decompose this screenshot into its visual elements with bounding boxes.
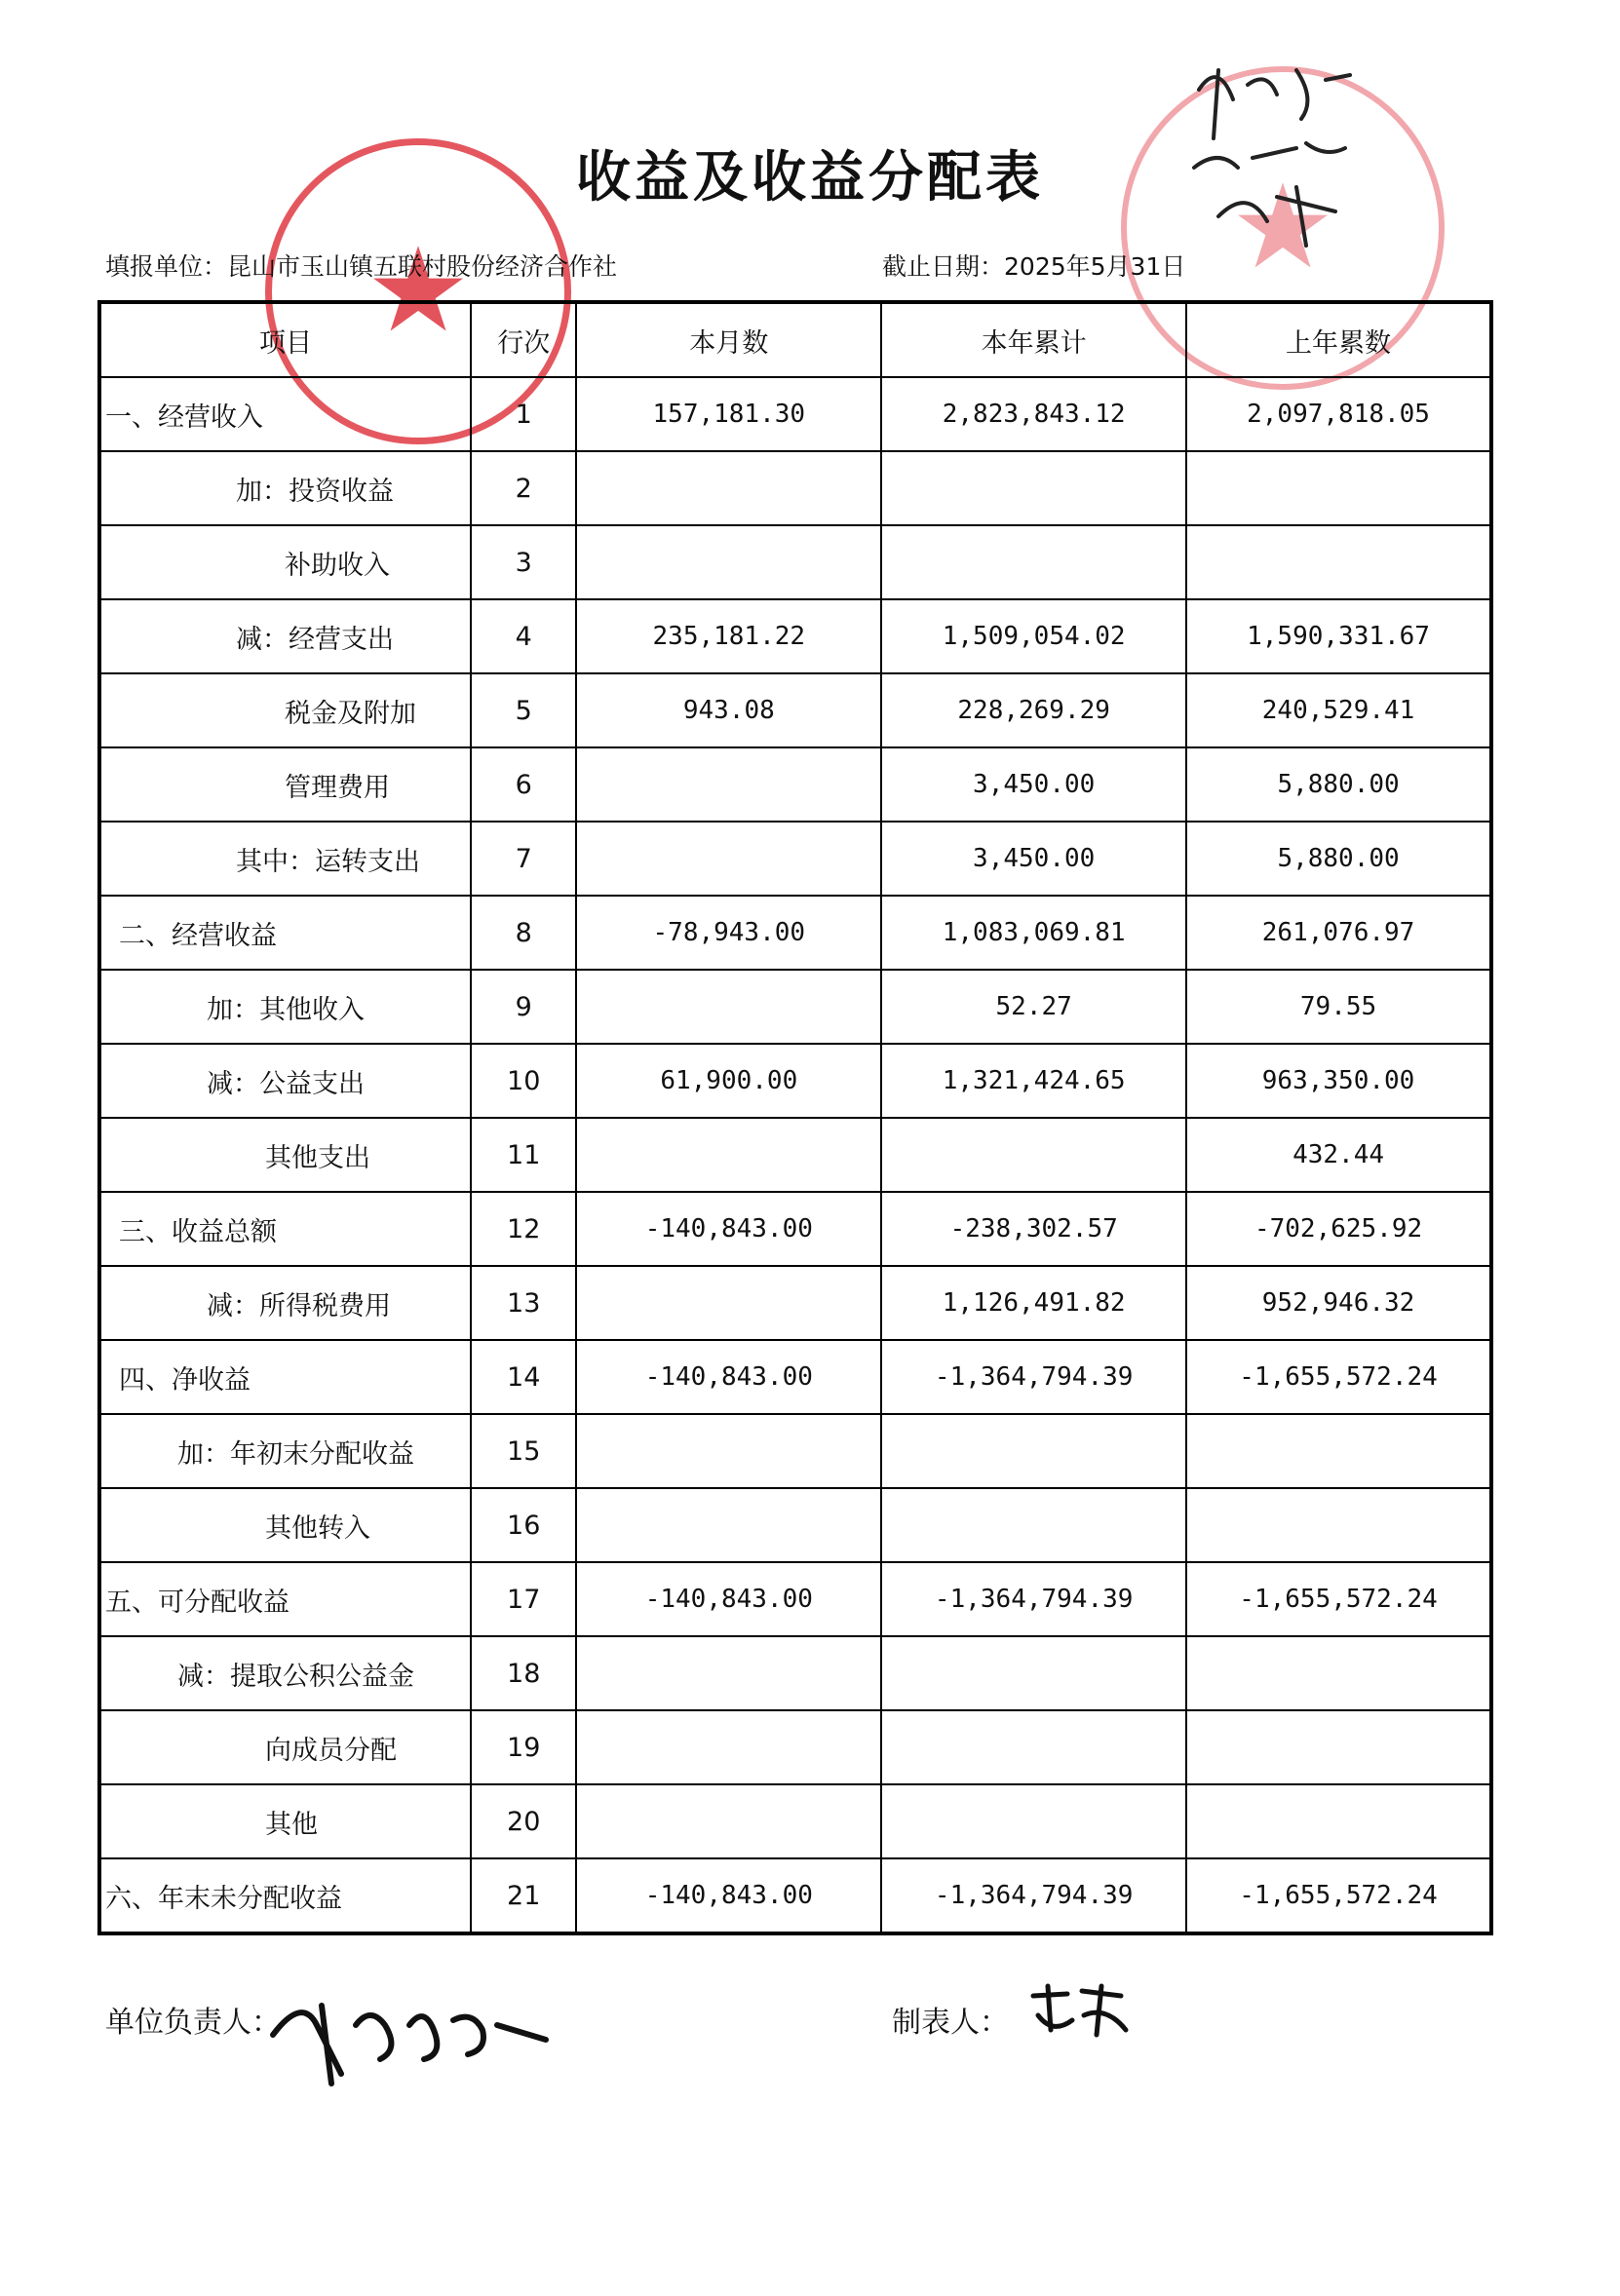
row-month: -140,843.00 xyxy=(576,1340,881,1414)
row-item: 一、经营收入 xyxy=(99,377,471,451)
row-ytd: 3,450.00 xyxy=(881,747,1186,822)
row-line: 11 xyxy=(471,1118,576,1192)
row-item: 加：年初末分配收益 xyxy=(99,1414,471,1488)
row-prev xyxy=(1186,1710,1491,1784)
row-line: 4 xyxy=(471,599,576,673)
income-distribution-table xyxy=(97,300,1493,1935)
row-ytd xyxy=(881,1784,1186,1858)
row-prev: 5,880.00 xyxy=(1186,747,1491,822)
row-line: 5 xyxy=(471,673,576,747)
row-month xyxy=(576,525,881,599)
row-line: 21 xyxy=(471,1858,576,1933)
responsible-person xyxy=(105,1998,281,2041)
row-ytd: 1,083,069.81 xyxy=(881,896,1186,970)
row-item: 二、经营收益 xyxy=(99,896,471,970)
row-ytd xyxy=(881,525,1186,599)
preparer-signature xyxy=(1023,1976,1140,2045)
row-ytd xyxy=(881,451,1186,525)
responsible-person-label: 单位负责人： xyxy=(105,2006,281,2040)
table-row xyxy=(99,451,1491,525)
row-ytd: 52.27 xyxy=(881,970,1186,1044)
row-line: 3 xyxy=(471,525,576,599)
row-ytd: -1,364,794.39 xyxy=(881,1340,1186,1414)
responsible-signature xyxy=(263,1967,556,2093)
seal-star-icon: ★ xyxy=(1230,160,1335,295)
row-item: 六、年末未分配收益 xyxy=(99,1858,471,1933)
row-month xyxy=(576,1710,881,1784)
row-line: 19 xyxy=(471,1710,576,1784)
row-ytd: 1,126,491.82 xyxy=(881,1266,1186,1340)
row-item: 向成员分配 xyxy=(99,1710,471,1784)
row-item: 三、收益总额 xyxy=(99,1192,471,1266)
seal-star-icon: ★ xyxy=(366,223,471,359)
row-prev: 963,350.00 xyxy=(1186,1044,1491,1118)
row-item: 五、可分配收益 xyxy=(99,1562,471,1636)
reporting-unit-label: 填报单位： xyxy=(105,252,228,281)
row-line: 20 xyxy=(471,1784,576,1858)
row-ytd: 228,269.29 xyxy=(881,673,1186,747)
row-prev: -1,655,572.24 xyxy=(1186,1858,1491,1933)
table-row xyxy=(99,1266,1491,1340)
table-row xyxy=(99,525,1491,599)
row-ytd: 3,450.00 xyxy=(881,822,1186,896)
row-line: 14 xyxy=(471,1340,576,1414)
table-row xyxy=(99,1636,1491,1710)
table-row xyxy=(99,822,1491,896)
row-line: 16 xyxy=(471,1488,576,1562)
row-ytd: 2,823,843.12 xyxy=(881,377,1186,451)
table-row xyxy=(99,1858,1491,1933)
row-prev: -1,655,572.24 xyxy=(1186,1562,1491,1636)
row-month xyxy=(576,1636,881,1710)
row-item: 减：提取公积公益金 xyxy=(99,1636,471,1710)
row-month: -140,843.00 xyxy=(576,1192,881,1266)
row-month xyxy=(576,1488,881,1562)
row-month xyxy=(576,1118,881,1192)
row-prev: 261,076.97 xyxy=(1186,896,1491,970)
row-item: 补助收入 xyxy=(99,525,471,599)
row-ytd xyxy=(881,1636,1186,1710)
row-month xyxy=(576,822,881,896)
row-item: 减：所得税费用 xyxy=(99,1266,471,1340)
row-ytd: 1,509,054.02 xyxy=(881,599,1186,673)
header-prev: 上年累数 xyxy=(1186,302,1491,377)
table-row xyxy=(99,1710,1491,1784)
row-month: -140,843.00 xyxy=(576,1562,881,1636)
row-prev xyxy=(1186,525,1491,599)
row-month: 235,181.22 xyxy=(576,599,881,673)
row-line: 13 xyxy=(471,1266,576,1340)
header-ytd: 本年累计 xyxy=(881,302,1186,377)
row-month: 943.08 xyxy=(576,673,881,747)
row-line: 18 xyxy=(471,1636,576,1710)
row-month: -78,943.00 xyxy=(576,896,881,970)
cutoff-date-label: 截止日期： xyxy=(882,252,1005,281)
row-item: 其他 xyxy=(99,1784,471,1858)
row-line: 17 xyxy=(471,1562,576,1636)
preparer-label: 制表人： xyxy=(892,2006,1009,2040)
row-prev xyxy=(1186,1488,1491,1562)
preparer xyxy=(892,1998,1009,2041)
row-ytd xyxy=(881,1710,1186,1784)
row-ytd: -1,364,794.39 xyxy=(881,1858,1186,1933)
row-month xyxy=(576,1414,881,1488)
row-prev: 432.44 xyxy=(1186,1118,1491,1192)
row-prev: 79.55 xyxy=(1186,970,1491,1044)
row-prev xyxy=(1186,451,1491,525)
row-month xyxy=(576,451,881,525)
row-item: 加：其他收入 xyxy=(99,970,471,1044)
row-line: 8 xyxy=(471,896,576,970)
cutoff-date-value: 2025年5月31日 xyxy=(1004,252,1186,281)
row-item: 其他转入 xyxy=(99,1488,471,1562)
row-ytd: 1,321,424.65 xyxy=(881,1044,1186,1118)
table-row xyxy=(99,1118,1491,1192)
row-prev: 1,590,331.67 xyxy=(1186,599,1491,673)
row-month: 157,181.30 xyxy=(576,377,881,451)
row-prev xyxy=(1186,1414,1491,1488)
row-item: 加：投资收益 xyxy=(99,451,471,525)
header-line: 行次 xyxy=(471,302,576,377)
row-prev: 952,946.32 xyxy=(1186,1266,1491,1340)
row-prev: -1,655,572.24 xyxy=(1186,1340,1491,1414)
table-row xyxy=(99,1784,1491,1858)
table-row xyxy=(99,1562,1491,1636)
header-item: 项目 xyxy=(99,302,471,377)
row-item: 四、净收益 xyxy=(99,1340,471,1414)
row-prev: 240,529.41 xyxy=(1186,673,1491,747)
row-prev xyxy=(1186,1636,1491,1710)
table-row xyxy=(99,1044,1491,1118)
table-row xyxy=(99,1192,1491,1266)
row-ytd: -238,302.57 xyxy=(881,1192,1186,1266)
row-ytd xyxy=(881,1414,1186,1488)
row-prev: 2,097,818.05 xyxy=(1186,377,1491,451)
row-prev: -702,625.92 xyxy=(1186,1192,1491,1266)
row-line: 7 xyxy=(471,822,576,896)
row-month xyxy=(576,1784,881,1858)
table-row xyxy=(99,896,1491,970)
row-ytd xyxy=(881,1488,1186,1562)
row-line: 10 xyxy=(471,1044,576,1118)
table-row xyxy=(99,747,1491,822)
row-item: 管理费用 xyxy=(99,747,471,822)
row-month: -140,843.00 xyxy=(576,1858,881,1933)
row-month: 61,900.00 xyxy=(576,1044,881,1118)
row-ytd: -1,364,794.39 xyxy=(881,1562,1186,1636)
reporting-unit xyxy=(105,248,617,283)
table-row xyxy=(99,970,1491,1044)
table-row xyxy=(99,673,1491,747)
row-line: 2 xyxy=(471,451,576,525)
row-item: 税金及附加 xyxy=(99,673,471,747)
row-prev: 5,880.00 xyxy=(1186,822,1491,896)
row-prev xyxy=(1186,1784,1491,1858)
row-item: 减：公益支出 xyxy=(99,1044,471,1118)
row-line: 9 xyxy=(471,970,576,1044)
table-row xyxy=(99,1488,1491,1562)
table-row xyxy=(99,377,1491,451)
table-header-row xyxy=(99,302,1491,377)
row-ytd xyxy=(881,1118,1186,1192)
row-line: 1 xyxy=(471,377,576,451)
row-line: 15 xyxy=(471,1414,576,1488)
row-month xyxy=(576,1266,881,1340)
row-item: 减：经营支出 xyxy=(99,599,471,673)
row-month xyxy=(576,970,881,1044)
row-item: 其中：运转支出 xyxy=(99,822,471,896)
row-line: 6 xyxy=(471,747,576,822)
table-row xyxy=(99,1340,1491,1414)
row-line: 12 xyxy=(471,1192,576,1266)
table-row xyxy=(99,599,1491,673)
cutoff-date xyxy=(882,248,1185,283)
row-month xyxy=(576,747,881,822)
document-title: 收益及收益分配表 xyxy=(576,146,1044,210)
table-row xyxy=(99,1414,1491,1488)
header-month: 本月数 xyxy=(576,302,881,377)
row-item: 其他支出 xyxy=(99,1118,471,1192)
reporting-unit-value: 昆山市玉山镇五联村股份经济合作社 xyxy=(227,252,618,281)
